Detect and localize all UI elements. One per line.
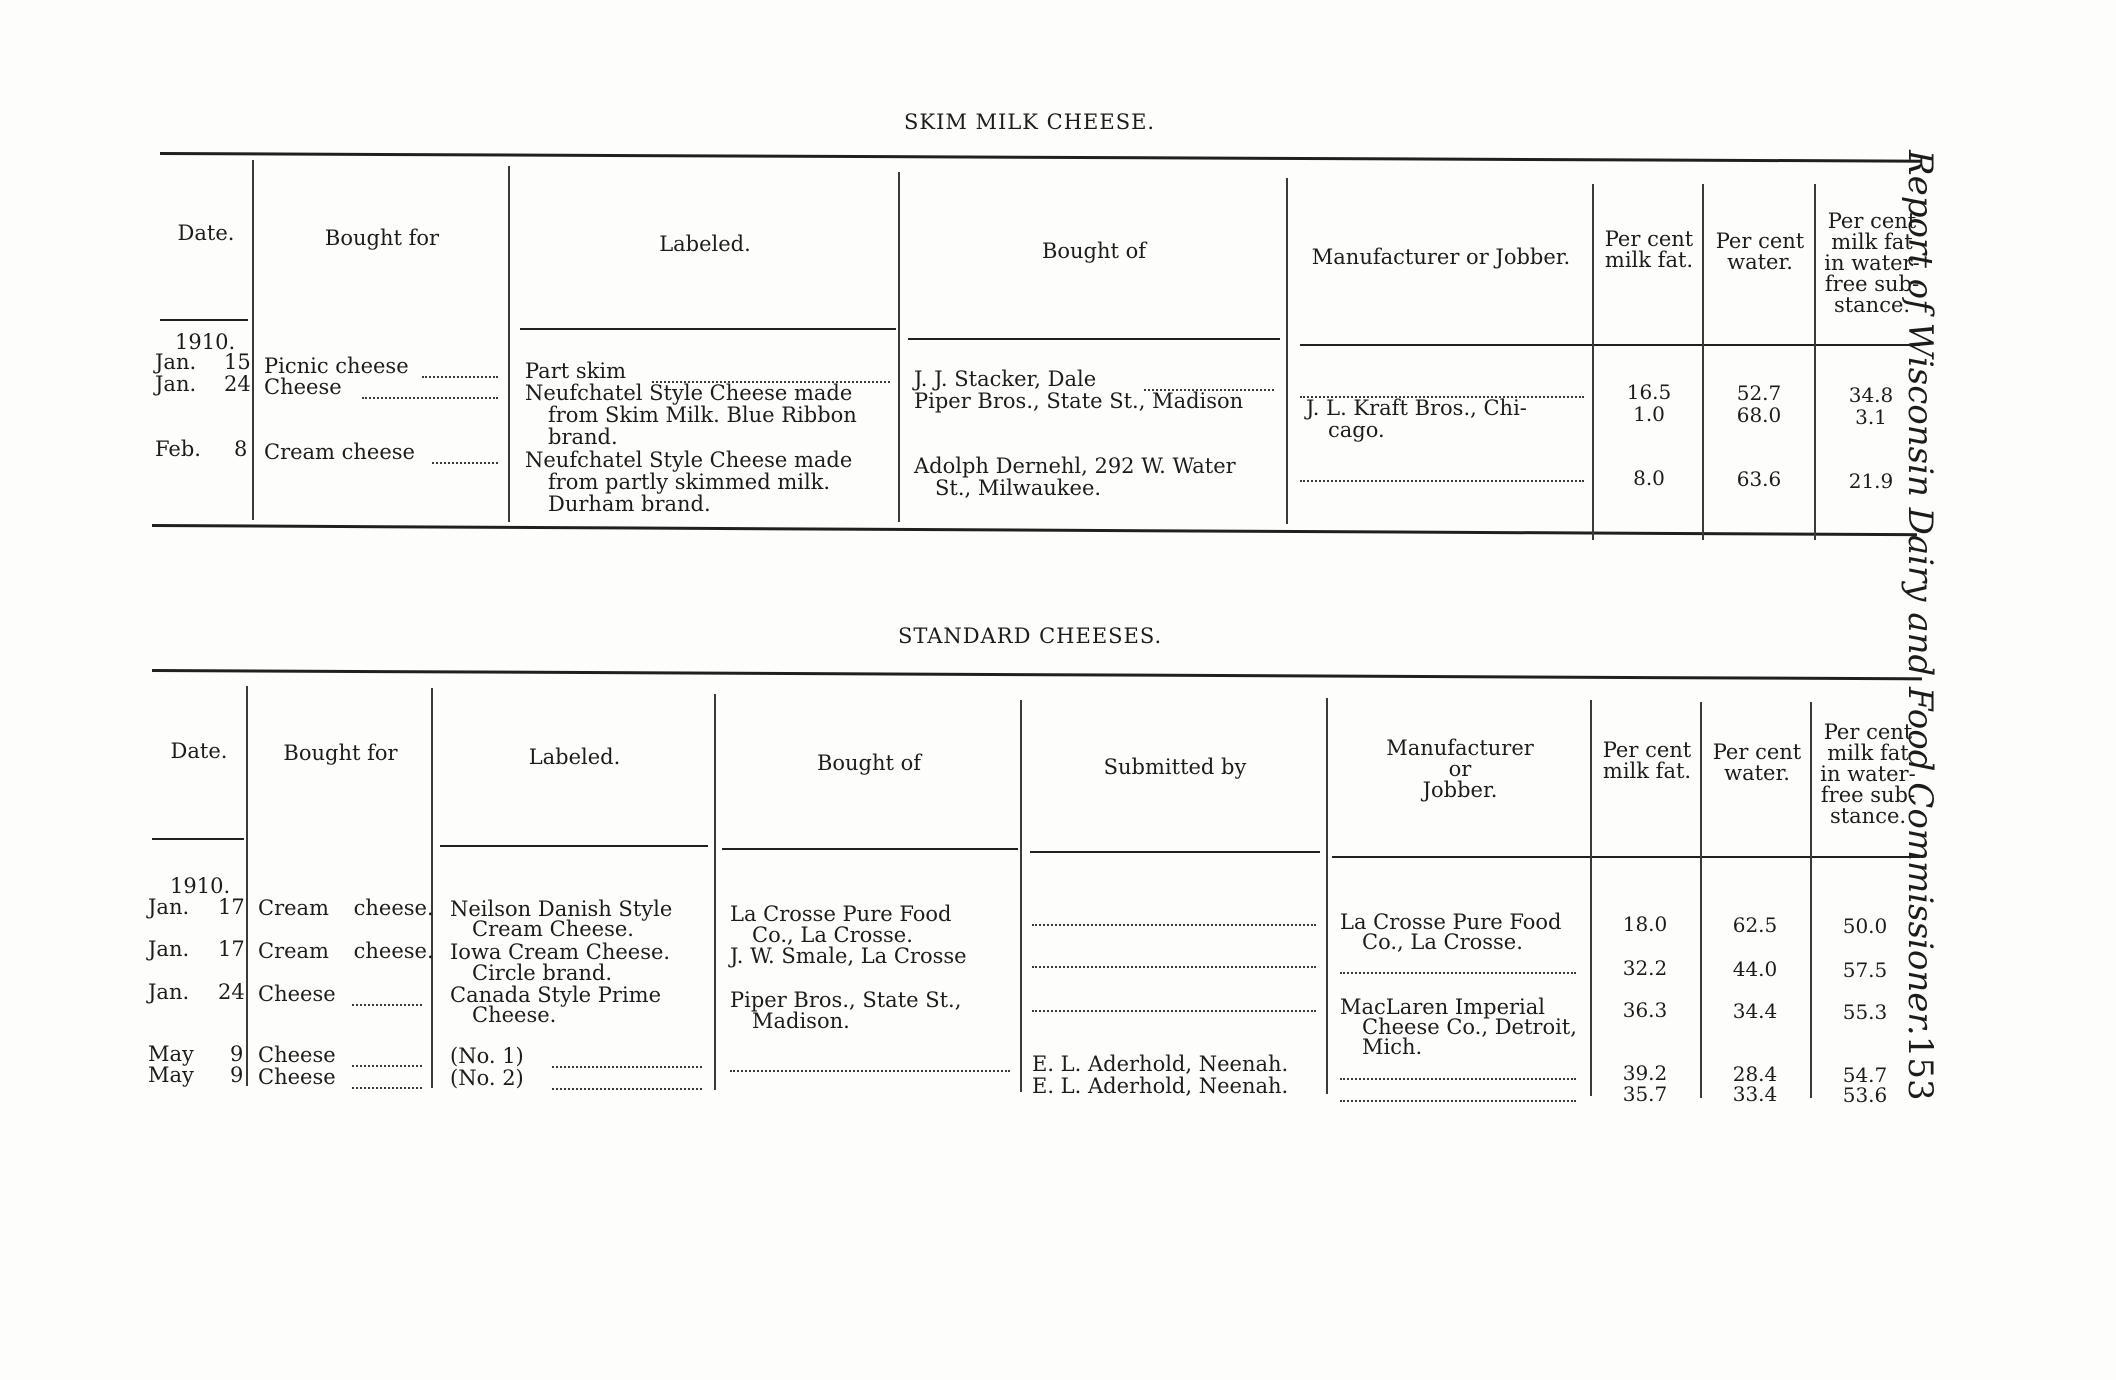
skim-header-manufacturer: Manufacturer or Jobber. bbox=[1311, 245, 1571, 269]
leader-dots bbox=[1144, 371, 1274, 391]
leader-dots bbox=[1032, 992, 1316, 1012]
labeled: from partly skimmed milk. bbox=[548, 470, 831, 494]
skim-header-date: Date. bbox=[177, 221, 235, 245]
standard-header-water: Per cent water. bbox=[1712, 740, 1802, 785]
leader-dots bbox=[1032, 948, 1316, 968]
bought-for: Cheese bbox=[258, 1043, 336, 1067]
standard-header-rule bbox=[1332, 856, 1920, 858]
bought-of: J. J. Stacker, Dale bbox=[914, 367, 1097, 391]
manufacturer: J. L. Kraft Bros., Chi- bbox=[1306, 396, 1527, 420]
date-month: May bbox=[148, 1042, 194, 1066]
leader-dots bbox=[362, 379, 498, 399]
standard-header-milk-fat: Per cent milk fat. bbox=[1602, 738, 1692, 783]
standard-top-rule bbox=[152, 669, 1922, 680]
labeled: Iowa Cream Cheese. bbox=[450, 940, 671, 964]
standard-header-rule bbox=[722, 848, 1018, 850]
water-value: 44.0 bbox=[1732, 957, 1778, 981]
skim-column-divider bbox=[1814, 184, 1816, 540]
manufacturer: Mich. bbox=[1362, 1035, 1423, 1059]
water-value: 62.5 bbox=[1732, 913, 1778, 937]
standard-header-bought-of: Bought of bbox=[816, 751, 922, 775]
leader-dots bbox=[352, 986, 422, 1006]
milk-fat-value: 18.0 bbox=[1622, 912, 1668, 936]
date-day: 24 bbox=[224, 372, 251, 396]
skim-top-rule bbox=[160, 152, 1922, 163]
labeled: Circle brand. bbox=[472, 961, 613, 985]
date-day: 17 bbox=[218, 937, 245, 961]
manufacturer: La Crosse Pure Food bbox=[1340, 910, 1562, 934]
submitted-by: E. L. Aderhold, Neenah. bbox=[1032, 1074, 1289, 1098]
bought-of: Adolph Dernehl, 292 W. Water bbox=[914, 454, 1236, 478]
labeled: Cheese. bbox=[472, 1003, 557, 1027]
bought-of: Piper Bros., State St., bbox=[730, 988, 962, 1012]
skim-header-rule bbox=[520, 328, 896, 330]
standard-column-divider bbox=[246, 686, 248, 1086]
standard-header-rule bbox=[440, 845, 708, 847]
milk-fat-value: 39.2 bbox=[1622, 1061, 1668, 1085]
leader-dots bbox=[1340, 1060, 1576, 1080]
standard-column-divider bbox=[431, 688, 433, 1088]
labeled: Durham brand. bbox=[548, 492, 711, 516]
skim-column-divider bbox=[252, 160, 254, 520]
date-day: 9 bbox=[230, 1063, 244, 1087]
date-month: Jan. bbox=[155, 372, 197, 396]
date-day: 17 bbox=[218, 895, 245, 919]
bought-of: Piper Bros., State St., Madison bbox=[914, 389, 1244, 413]
standard-column-divider bbox=[1810, 702, 1812, 1098]
milk-fat-value: 1.0 bbox=[1633, 402, 1665, 426]
skim-year: 1910. bbox=[175, 330, 236, 354]
bought-of: J. W. Smale, La Crosse bbox=[730, 944, 967, 968]
fat-free-value: 50.0 bbox=[1842, 914, 1888, 938]
labeled: Canada Style Prime bbox=[450, 983, 662, 1007]
skim-column-divider bbox=[1286, 178, 1288, 524]
leader-dots bbox=[352, 1069, 422, 1089]
skim-header-rule bbox=[160, 319, 248, 321]
fat-free-value: 54.7 bbox=[1842, 1063, 1888, 1087]
leader-dots bbox=[352, 1047, 422, 1067]
page-number: 153 bbox=[1900, 1035, 1940, 1101]
fat-free-value: 34.8 bbox=[1848, 383, 1894, 407]
leader-dots bbox=[1340, 1082, 1576, 1102]
skim-column-divider bbox=[898, 172, 900, 522]
standard-header-bought-for: Bought for bbox=[283, 741, 398, 765]
labeled: from Skim Milk. Blue Ribbon bbox=[548, 403, 857, 427]
bought-for: Cheese bbox=[264, 375, 342, 399]
water-value: 63.6 bbox=[1736, 467, 1782, 491]
labeled: Neilson Danish Style bbox=[450, 897, 673, 921]
date-month: Jan. bbox=[148, 980, 190, 1004]
water-value: 33.4 bbox=[1732, 1082, 1778, 1106]
leader-dots bbox=[1300, 462, 1584, 482]
bought-for: Cream cheese bbox=[264, 440, 415, 464]
skim-header-water: Per cent water. bbox=[1715, 229, 1805, 274]
skim-header-bought-of: Bought of bbox=[1041, 239, 1147, 263]
date-month: Jan. bbox=[148, 895, 190, 919]
labeled: brand. bbox=[548, 425, 618, 449]
milk-fat-value: 8.0 bbox=[1633, 466, 1665, 490]
date-month: May bbox=[148, 1063, 194, 1087]
skim-bottom-rule bbox=[152, 524, 1917, 536]
skim-column-divider bbox=[1592, 184, 1594, 540]
fat-free-value: 3.1 bbox=[1855, 405, 1887, 429]
bought-of: Co., La Crosse. bbox=[752, 923, 913, 947]
water-value: 52.7 bbox=[1736, 381, 1782, 405]
leader-dots bbox=[1300, 378, 1584, 398]
date-day: 15 bbox=[224, 350, 251, 374]
skim-header-bought-for: Bought for bbox=[324, 226, 440, 250]
report-title: Report of Wisconsin Dairy and Food Commissioner. bbox=[1900, 150, 1940, 1036]
standard-column-divider bbox=[1020, 700, 1022, 1092]
standard-header-labeled: Labeled. bbox=[528, 745, 621, 769]
date-day: 9 bbox=[230, 1042, 244, 1066]
bought-of: Madison. bbox=[752, 1009, 850, 1033]
leader-dots bbox=[422, 358, 498, 378]
date-day: 8 bbox=[234, 437, 248, 461]
leader-dots bbox=[652, 363, 890, 383]
skim-header-milk-fat: Per cent milk fat. bbox=[1604, 227, 1694, 272]
skim-column-divider bbox=[1702, 184, 1704, 540]
water-value: 28.4 bbox=[1732, 1062, 1778, 1086]
water-value: 68.0 bbox=[1736, 403, 1782, 427]
skim-table-title: SKIM MILK CHEESE. bbox=[904, 110, 1156, 134]
milk-fat-value: 36.3 bbox=[1622, 998, 1668, 1022]
running-header bbox=[1900, 150, 1940, 1101]
bought-for: Cream cheese. bbox=[258, 939, 434, 963]
standard-column-divider bbox=[1590, 700, 1592, 1096]
standard-header-fat-free: Per cent milk fat in water- free sub- stance. bbox=[1820, 720, 1916, 828]
bought-of: St., Milwaukee. bbox=[935, 476, 1102, 500]
leader-dots bbox=[730, 1052, 1010, 1072]
labeled: Cream Cheese. bbox=[472, 917, 634, 941]
milk-fat-value: 16.5 bbox=[1626, 380, 1672, 404]
skim-column-divider bbox=[508, 166, 510, 522]
fat-free-value: 57.5 bbox=[1842, 958, 1888, 982]
bought-for: Cheese bbox=[258, 1065, 336, 1089]
labeled: (No. 2) bbox=[450, 1066, 524, 1090]
standard-header-rule bbox=[1030, 851, 1320, 853]
bought-of: La Crosse Pure Food bbox=[730, 902, 952, 926]
fat-free-value: 55.3 bbox=[1842, 1000, 1888, 1024]
leader-dots bbox=[1032, 906, 1316, 926]
date-month: Feb. bbox=[155, 437, 201, 461]
standard-column-divider bbox=[1700, 702, 1702, 1098]
fat-free-value: 21.9 bbox=[1848, 469, 1894, 493]
labeled: (No. 1) bbox=[450, 1044, 524, 1068]
bought-for: Picnic cheese bbox=[264, 354, 409, 378]
labeled: Neufchatel Style Cheese made bbox=[525, 381, 853, 405]
bought-for: Cream cheese. bbox=[258, 896, 434, 920]
skim-header-rule bbox=[1300, 344, 1920, 346]
skim-header-labeled: Labeled. bbox=[659, 232, 751, 256]
leader-dots bbox=[1340, 954, 1576, 974]
skim-header-fat-free: Per cent milk fat in water- free sub- stance. bbox=[1824, 209, 1920, 317]
labeled: Part skim bbox=[525, 359, 626, 383]
leader-dots bbox=[552, 1070, 702, 1090]
skim-header-rule bbox=[908, 338, 1280, 340]
leader-dots bbox=[552, 1048, 702, 1068]
standard-header-submitted-by: Submitted by bbox=[1103, 755, 1247, 779]
bought-for: Cheese bbox=[258, 982, 336, 1006]
leader-dots bbox=[432, 444, 498, 464]
fat-free-value: 53.6 bbox=[1842, 1083, 1888, 1107]
standard-year: 1910. bbox=[170, 874, 231, 898]
water-value: 34.4 bbox=[1732, 999, 1778, 1023]
date-month: Jan. bbox=[155, 350, 197, 374]
manufacturer: cago. bbox=[1328, 418, 1385, 442]
standard-table-title: STANDARD CHEESES. bbox=[898, 624, 1163, 648]
milk-fat-value: 32.2 bbox=[1622, 956, 1668, 980]
standard-header-date: Date. bbox=[170, 739, 228, 763]
milk-fat-value: 35.7 bbox=[1622, 1082, 1668, 1106]
standard-header-manufacturer: Manufacturer or Jobber. bbox=[1386, 736, 1534, 802]
standard-header-rule bbox=[152, 838, 244, 840]
standard-column-divider bbox=[1326, 698, 1328, 1094]
manufacturer: Co., La Crosse. bbox=[1362, 930, 1523, 954]
standard-column-divider bbox=[714, 694, 716, 1090]
date-month: Jan. bbox=[148, 937, 190, 961]
labeled: Neufchatel Style Cheese made bbox=[525, 448, 853, 472]
submitted-by: E. L. Aderhold, Neenah. bbox=[1032, 1052, 1289, 1076]
manufacturer: Cheese Co., Detroit, bbox=[1362, 1015, 1577, 1039]
date-day: 24 bbox=[218, 980, 245, 1004]
manufacturer: MacLaren Imperial bbox=[1340, 995, 1545, 1019]
